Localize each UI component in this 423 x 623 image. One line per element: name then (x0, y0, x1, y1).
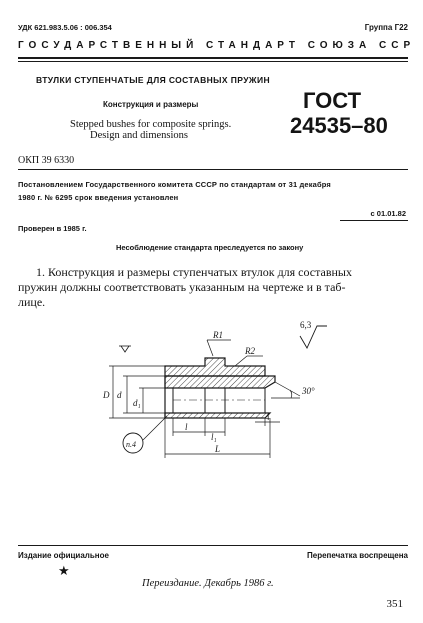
footer-rule (18, 545, 408, 546)
group-code: Группа Г22 (364, 23, 408, 32)
okp-rule (18, 169, 408, 170)
dim-l: l (185, 422, 188, 432)
body-line3: лице. (18, 295, 46, 309)
angle-dimension (271, 382, 300, 398)
title-en-line1: Stepped bushes for composite springs. (70, 119, 232, 130)
dim-chamfer: 4 (265, 412, 270, 422)
edition-official: Издание официальное (18, 551, 109, 560)
header-rule-thin (18, 61, 408, 62)
page-number: 351 (386, 598, 403, 610)
roughness-value: 6,3 (300, 320, 312, 330)
horizontal-dimensions (165, 418, 280, 458)
dim-d: d (117, 390, 122, 400)
r1-leader (207, 340, 213, 356)
callout-leader (143, 416, 167, 440)
r2-leader (235, 356, 247, 366)
decree-date: с 01.01.82 (370, 209, 406, 218)
udk-code: УДК 621.983.5.06 : 006.354 (18, 23, 112, 32)
org-name: ГОСУДАРСТВЕННЫЙ СТАНДАРТ СОЮЗА ССР (18, 40, 416, 51)
callout-label: n.4 (126, 440, 136, 449)
decree-line2: 1980 г. № 6295 срок введения установлен (18, 193, 179, 202)
gost-label: ГОСТ (303, 88, 362, 113)
r1-label: R1 (213, 330, 223, 340)
dim-l1: l₁ (211, 432, 217, 442)
subtitle-ru: Конструкция и размеры (103, 100, 199, 109)
reissue-note: Переиздание. Декабрь 1986 г. (142, 578, 274, 589)
star-mark: ★ (58, 563, 70, 578)
gost-number: 24535–80 (290, 113, 388, 138)
bush-section (165, 358, 275, 418)
okp-code: ОКП 39 6330 (18, 155, 75, 166)
title-ru: ВТУЛКИ СТУПЕНЧАТЫЕ ДЛЯ СОСТАВНЫХ ПРУЖИН (36, 75, 271, 85)
dim-L: L (215, 444, 221, 454)
body-line1: 1. Конструкция и размеры ступенчатых втулок для составных (36, 265, 352, 279)
body-line2: пружин должны соответствовать указанным на чертеже и в таб- (18, 280, 346, 294)
title-en-line2: Design and dimensions (90, 130, 188, 141)
bush-drawing (95, 318, 355, 473)
reprint-forbidden: Перепечатка воспрещена (307, 551, 408, 560)
checked-note: Проверен в 1985 г. (18, 224, 87, 233)
angle-label: 30° (302, 386, 315, 396)
header-rule (18, 57, 408, 59)
check-mark-icon (121, 346, 129, 352)
dim-d1: d₁ (133, 398, 141, 408)
decree-line1: Постановлением Государственного комитета СССР по стандартам от 31 декабря (18, 180, 331, 189)
law-warning: Несоблюдение стандарта преследуется по закону (116, 243, 304, 252)
r2-label: R2 (245, 346, 255, 356)
dim-D: D (103, 390, 110, 400)
date-underline (340, 220, 408, 221)
